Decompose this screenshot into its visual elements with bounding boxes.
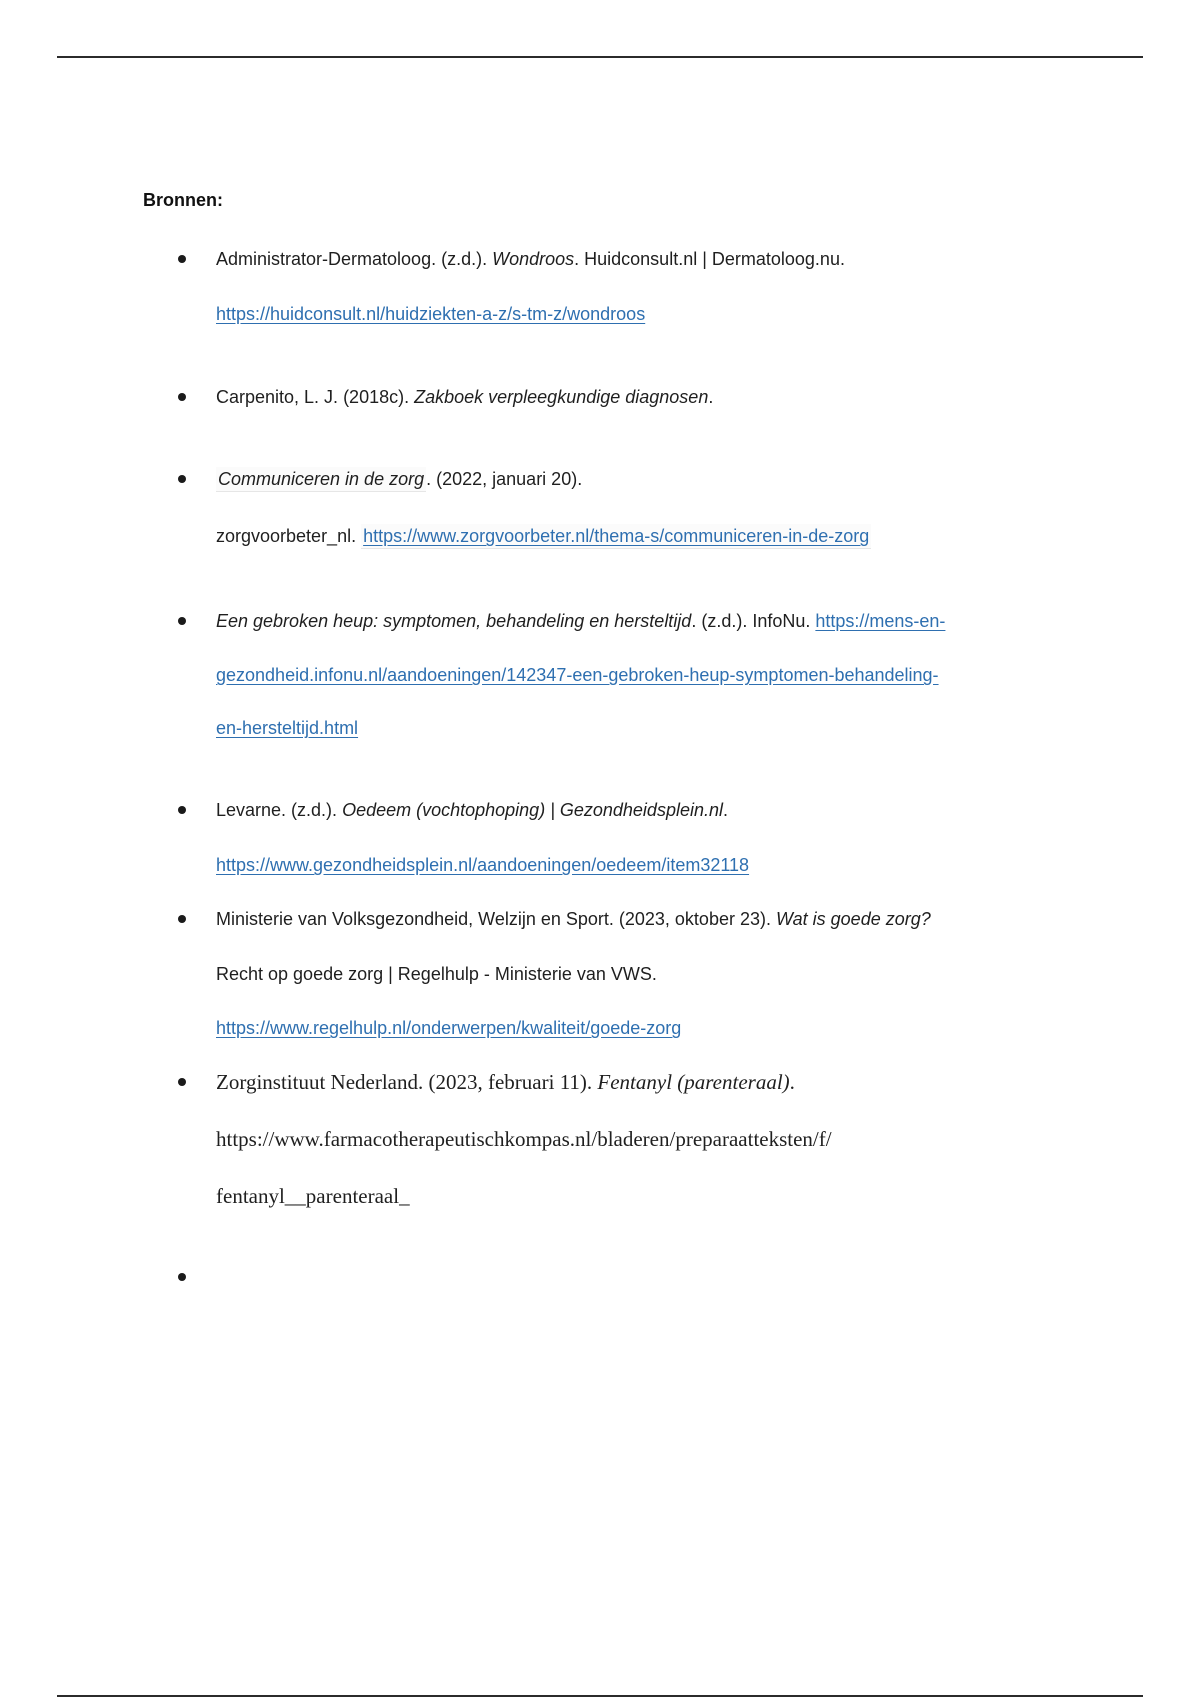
ref-1-author: Administrator-Dermatoloog. (z.d.).: [216, 249, 493, 269]
bullet-4: [178, 617, 186, 625]
ref-6-source-line: [216, 962, 657, 986]
ref-1-text: [216, 247, 845, 271]
ref-6-url-line: [216, 1016, 681, 1040]
sources-heading: Bronnen:: [143, 190, 223, 210]
ref-5-end: .: [722, 800, 728, 820]
ref-3-url-link[interactable]: https://www.zorgvoorbeter.nl/thema-s/communiceren-in-de-zorg: [361, 524, 871, 549]
bullet-1: [178, 255, 186, 263]
page-top-rule: [57, 56, 1143, 58]
ref-2-text: [216, 385, 713, 409]
ref-1-title: Wondroos: [492, 249, 575, 269]
ref-4-source: . (z.d.). InfoNu.: [691, 611, 816, 631]
ref-4-url-line-3: [216, 716, 358, 740]
ref-4-url-link-part1[interactable]: https://mens-en-: [815, 611, 946, 631]
ref-5-author: Levarne. (z.d.).: [216, 800, 343, 820]
ref-3-source-line: [216, 524, 871, 549]
bullet-empty: [178, 1273, 186, 1281]
ref-1-url-line: [216, 302, 645, 326]
ref-4-text: [216, 609, 945, 633]
bullet-6: [178, 915, 186, 923]
ref-2-author: Carpenito, L. J. (2018c).: [216, 387, 415, 407]
ref-7-author: Zorginstituut Nederland. (2023, februari 11).: [216, 1070, 598, 1094]
ref-7-url-line-1: [216, 1127, 832, 1151]
page-bottom-rule: [57, 1695, 1143, 1697]
ref-5-url-link[interactable]: https://www.gezondheidsplein.nl/aandoeningen/oedeem/item32118: [216, 855, 750, 875]
ref-6-title: Wat is goede zorg?: [775, 909, 931, 929]
bullet-2: [178, 393, 186, 401]
ref-2-title: Zakboek verpleegkundige diagnosen: [414, 387, 709, 407]
ref-4-title: Een gebroken heup: symptomen, behandeling en hersteltijd: [216, 611, 692, 631]
ref-6-source: Recht op goede zorg | Regelhulp - Ministerie van VWS.: [216, 964, 657, 984]
ref-3-text: [216, 467, 582, 492]
ref-4-url-link-part3[interactable]: en-hersteltijd.html: [216, 718, 359, 738]
bullet-5: [178, 806, 186, 814]
ref-1-url-link[interactable]: https://huidconsult.nl/huidziekten-a-z/s-tm-z/wondroos: [216, 304, 646, 324]
ref-3-date: . (2022, januari 20).: [426, 469, 583, 489]
ref-4-url-link-part2[interactable]: gezondheid.infonu.nl/aandoeningen/142347-een-gebroken-heup-symptomen-behandeling-: [216, 665, 939, 685]
ref-7-url-line-2: [216, 1184, 410, 1208]
ref-2-end: .: [708, 387, 714, 407]
bullet-7: [178, 1078, 186, 1086]
ref-7-end: .: [789, 1070, 795, 1094]
bullet-3: [178, 475, 186, 483]
ref-3-source: zorgvoorbeter_nl.: [216, 526, 362, 546]
ref-5-title: Oedeem (vochtophoping) | Gezondheidsplein.nl: [342, 800, 723, 820]
ref-7-title: Fentanyl (parenteraal): [597, 1070, 790, 1094]
ref-6-author: Ministerie van Volksgezondheid, Welzijn en Sport. (2023, oktober 23).: [216, 909, 776, 929]
ref-7-text: [216, 1070, 795, 1094]
ref-5-text: [216, 798, 728, 822]
ref-6-url-link[interactable]: https://www.regelhulp.nl/onderwerpen/kwaliteit/goede-zorg: [216, 1018, 682, 1038]
ref-4-url-line-2: [216, 663, 939, 687]
ref-7-url-part2: fentanyl__parenteraal_: [216, 1184, 410, 1208]
ref-3-title: Communiceren in de zorg: [216, 467, 426, 492]
ref-7-url-part1: https://www.farmacotherapeutischkompas.nl/bladeren/preparaatteksten/f/: [216, 1127, 832, 1151]
ref-1-publisher: . Huidconsult.nl | Dermatoloog.nu.: [574, 249, 845, 269]
ref-6-text: [216, 907, 931, 931]
ref-5-url-line: [216, 853, 749, 877]
